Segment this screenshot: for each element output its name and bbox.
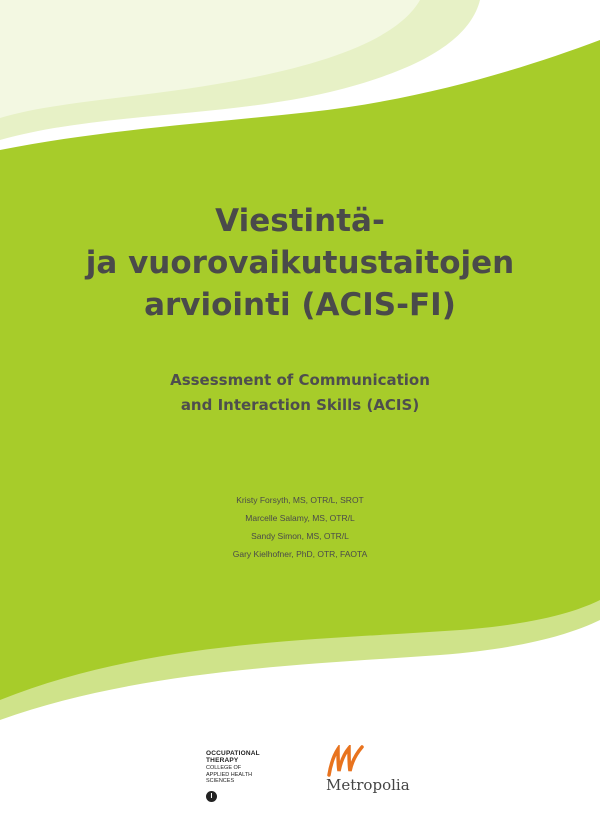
author-list [0,491,600,563]
metropolia-name: Metropolia [326,776,410,794]
subtitle-line: Assessment of Communication [170,371,430,389]
ot-logo-subtitle [206,765,296,785]
title-line: arviointi (ACIS-FI) [144,287,456,323]
author-name: Marcelle Salamy, MS, OTR/L [245,513,355,523]
metropolia-m-icon [326,745,366,777]
ot-logo-title [206,750,296,764]
cover-title [0,200,600,326]
ot-logo-subline: SCIENCES [206,778,235,784]
ot-logo-subline: APPLIED HEALTH [206,771,253,778]
author-name: Kristy Forsyth, MS, OTR/L, SROT [236,495,364,505]
ot-logo-mark-icon: I [206,791,217,802]
title-line: Viestintä- [215,203,385,239]
ot-logo-line: THERAPY [206,757,239,764]
author-name: Gary Kielhofner, PhD, OTR, FAOTA [232,549,368,559]
ot-logo-subline: COLLEGE OF [206,765,242,771]
subtitle-line: and Interaction Skills (ACIS) [180,396,420,414]
cover-subtitle [0,368,600,418]
metropolia-logo [326,745,426,800]
title-line: ja vuorovaikutustaitojen [85,245,515,281]
author-name: Sandy Simon, MS, OTR/L [251,531,349,541]
occupational-therapy-logo [206,750,296,802]
ot-logo-line: OCCUPATIONAL [206,750,260,757]
